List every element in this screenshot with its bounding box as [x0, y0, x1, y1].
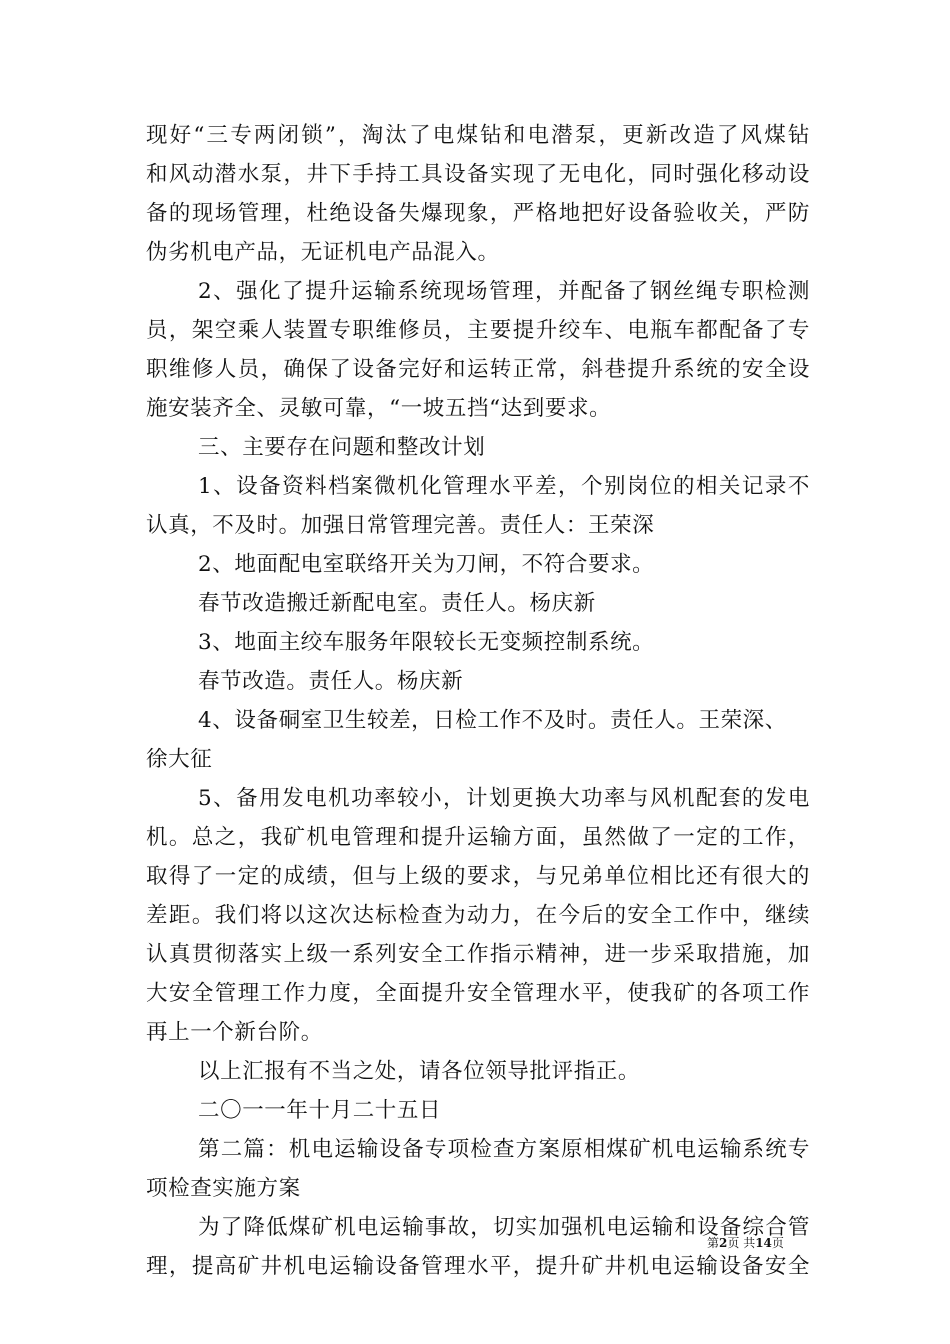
text-line: 差距。我们将以这次达标检查为动力，在今后的安全工作中，继续: [146, 903, 810, 928]
text-line: 4、设备硐室卫生较差，日检工作不及时。责任人。王荣深、: [198, 708, 787, 733]
section-heading: 三、主要存在问题和整改计划: [198, 435, 486, 460]
text-line: 和风动潜水泵，井下手持工具设备实现了无电化，同时强化移动设: [146, 162, 810, 187]
section-heading: 项检查实施方案: [146, 1176, 301, 1201]
text-line: 春节改造。责任人。杨庆新: [198, 669, 464, 694]
text-line: 现好“三专两闭锁”，淘汰了电煤钻和电潜泵，更新改造了风煤钻: [146, 123, 810, 148]
footer-total-pages: 14: [755, 1236, 772, 1250]
text-line: 备的现场管理，杜绝设备失爆现象，严格地把好设备验收关，严防: [146, 201, 810, 226]
text-line: 认真，不及时。加强日常管理完善。责任人：王荣深: [146, 513, 655, 538]
text-line: 理，提高矿井机电运输设备管理水平，提升矿井机电运输设备安全: [146, 1254, 810, 1279]
text-line: 徐大征: [146, 747, 213, 772]
text-line: 施安装齐全、灵敏可靠，“一坡五挡“达到要求。: [146, 396, 612, 421]
footer-suffix: 页: [771, 1236, 784, 1250]
text-line: 机。总之，我矿机电管理和提升运输方面，虽然做了一定的工作，: [146, 825, 810, 850]
text-line: 2、地面配电室联络开关为刀闸，不符合要求。: [198, 552, 655, 577]
footer-prefix: 第: [707, 1236, 720, 1250]
text-line: 3、地面主绞车服务年限较长无变频控制系统。: [198, 630, 655, 655]
text-line: 职维修人员，确保了设备完好和运转正常，斜巷提升系统的安全设: [146, 357, 810, 382]
date-line: 二〇一一年十月二十五日: [198, 1098, 442, 1123]
text-line: 认真贯彻落实上级一系列安全工作指示精神，进一步采取措施，加: [146, 942, 810, 967]
text-line: 取得了一定的成绩，但与上级的要求，与兄弟单位相比还有很大的: [146, 864, 810, 889]
text-line: 伪劣机电产品，无证机电产品混入。: [146, 240, 500, 265]
page-footer: [707, 1235, 784, 1251]
footer-page-number: 2: [719, 1236, 728, 1250]
text-line: 春节改造搬迁新配电室。责任人。杨庆新: [198, 591, 596, 616]
section-heading: 第二篇：机电运输设备专项检查方案原相煤矿机电运输系统专: [198, 1137, 810, 1162]
text-line: 5、备用发电机功率较小，计划更换大功率与风机配套的发电: [198, 786, 810, 811]
text-line: 大安全管理工作力度，全面提升安全管理水平，使我矿的各项工作: [146, 981, 810, 1006]
text-line: 为了降低煤矿机电运输事故，切实加强机电运输和设备综合管: [198, 1215, 810, 1240]
text-line: 再上一个新台阶。: [146, 1020, 323, 1045]
text-line: 以上汇报有不当之处，请各位领导批评指正。: [198, 1059, 641, 1084]
text-line: 2、强化了提升运输系统现场管理，并配备了钢丝绳专职检测: [198, 279, 810, 304]
text-line: 1、设备资料档案微机化管理水平差，个别岗位的相关记录不: [198, 474, 810, 499]
text-line: 员，架空乘人装置专职维修员，主要提升绞车、电瓶车都配备了专: [146, 318, 810, 343]
footer-middle: 页 共: [727, 1236, 756, 1250]
